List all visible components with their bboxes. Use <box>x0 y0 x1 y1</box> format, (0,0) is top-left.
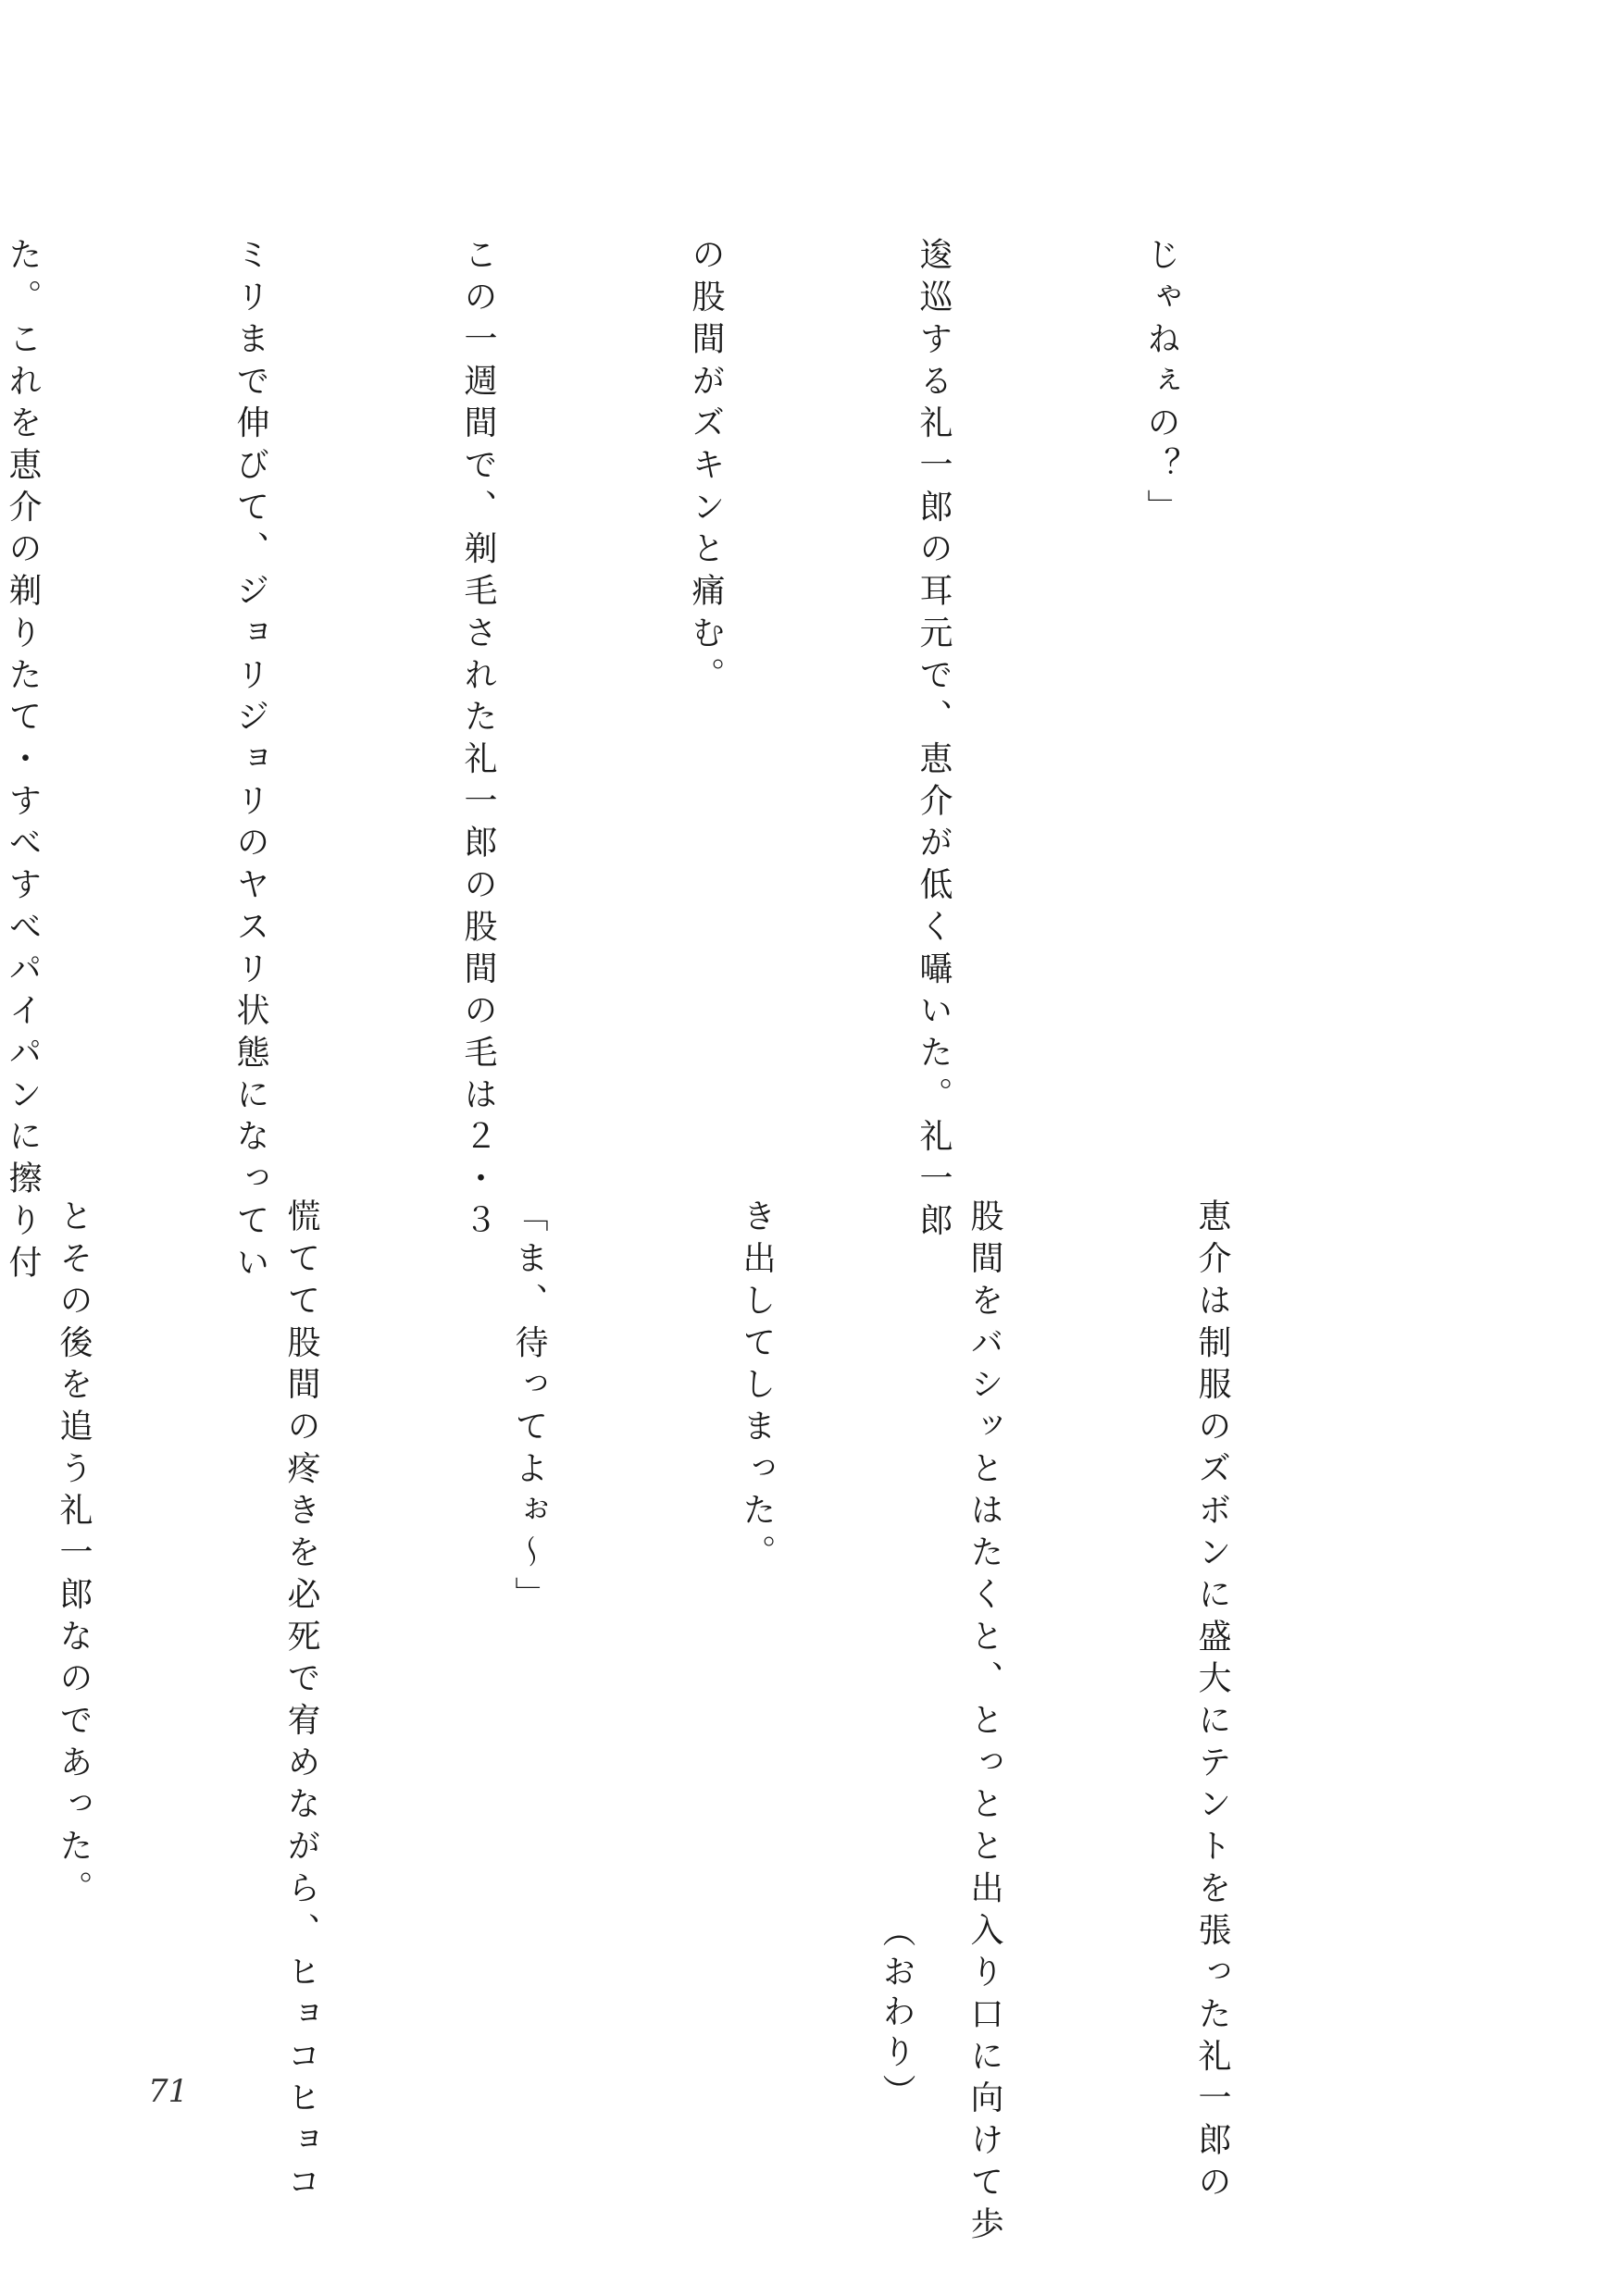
page-number: 71 <box>148 2073 189 2110</box>
text-line: とその後を追う礼一郎なのであった。 <box>55 1198 93 1913</box>
text-line: た。これを恵介の剃りたて・すべすべパイパンに擦り付 <box>4 237 42 1286</box>
text-line: この一週間で、剃毛された礼一郎の股間の毛は２・３ <box>459 237 497 1245</box>
text-line: ミリまで伸びて、ジョリジョリのヤスリ状態になってい <box>231 237 269 1286</box>
text-line: 恵介は制服のズボンに盛大にテントを張った礼一郎の <box>1193 1198 1231 2206</box>
end-marker: （おわり） <box>878 1914 915 2114</box>
text-line: 股間をバシッとはたくと、とっとと出入り口に向けて歩 <box>965 1198 1003 2248</box>
story-text-upper <box>0 237 1351 1286</box>
text-line: 逡巡する礼一郎の耳元で、恵介が低く囁いた。礼一郎 <box>915 237 953 1245</box>
text-line: 「ま、待ってよぉ～」 <box>510 1198 548 1619</box>
text-line: き出してしまった。 <box>738 1198 776 1577</box>
text-line: 慌てて股間の疼きを必死で宥めながら、ヒョコヒョコ <box>282 1198 320 2206</box>
text-line: じゃねぇの？」 <box>1142 237 1180 531</box>
text-line: の股間がズキンと痛む。 <box>687 237 725 699</box>
